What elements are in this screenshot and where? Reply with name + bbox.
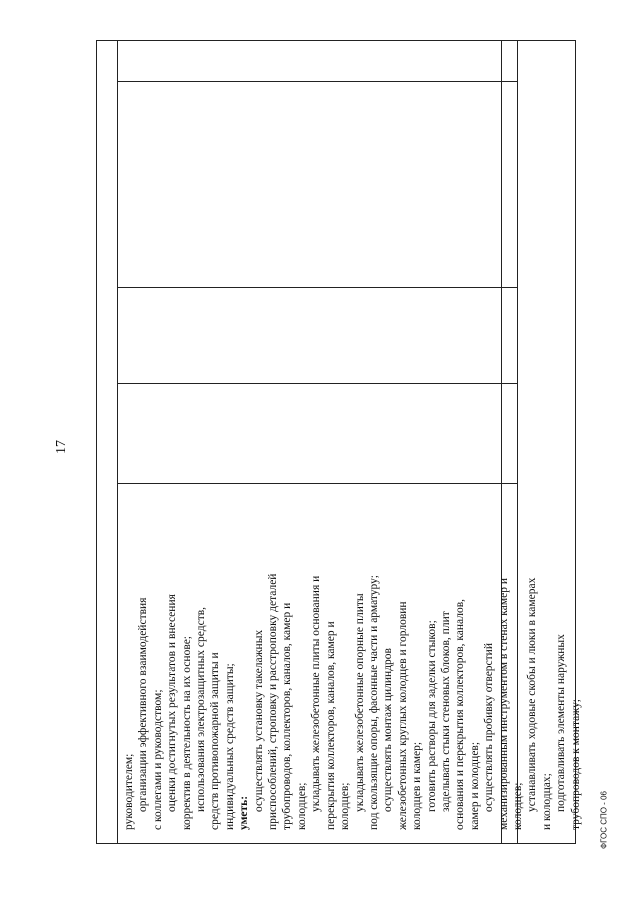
text-line: под скользящие опоры, фасонные части и арматуру; (367, 575, 380, 830)
text-line: и колодцах; (540, 773, 553, 830)
footer-code: ФГОС СПО - 06 (599, 791, 609, 849)
text-line: подготавливать элементы наружных (555, 634, 568, 812)
competency-text-cell (116, 40, 582, 844)
text-line: укладывать железобетонные плиты основания и (310, 575, 323, 812)
text-line: организации эффективного взаимодействия (137, 597, 150, 812)
text-line: с коллегами и руководством; (151, 689, 164, 830)
text-line: укладывать железобетонные опорные плиты (353, 593, 366, 812)
text-line: колодцев; (511, 782, 524, 830)
text-line: приспособлений, строповку и расстроповку деталей (267, 573, 280, 830)
text-line: камер и колодцев; (468, 741, 481, 830)
text-line: механизированным инструментом в стенах камер и (497, 578, 510, 830)
text-line: осуществлять пробивку отверстий (483, 643, 496, 812)
page-number: 17 (54, 440, 69, 454)
text-line: осуществлять установку такелажных (252, 629, 265, 812)
text-line: колодцев; (339, 782, 352, 830)
text-line: средств противопожарной защиты и (209, 652, 222, 830)
text-line: перекрытия коллекторов, каналов, камер и (324, 621, 337, 830)
text-line: трубопроводов к монтажу; (569, 699, 582, 830)
text-line: заделывать стыки стеновых блоков, плит (439, 611, 452, 812)
text-line: осуществлять монтаж цилиндров (382, 648, 395, 812)
text-line: трубопроводов, коллекторов, каналов, камер и (281, 602, 294, 830)
text-line: готовить растворы для заделки стыков; (425, 620, 438, 812)
text-line: устанавливать ходовые скобы и люки в камерах (526, 577, 539, 812)
text-line: индивидуальных средств защиты; (223, 663, 236, 830)
text-line: железобетонных круглых колодцев и горловин (396, 601, 409, 830)
text-line: колодцев и камер; (411, 741, 424, 830)
skills-heading: уметь: (238, 795, 251, 830)
text-line: оценки достигнутых результатов и внесения (166, 594, 179, 812)
text-line-heading (237, 48, 251, 830)
text-line: основания и перекрытия коллекторов, каналов, (454, 598, 467, 830)
text-line: использования электрозащитных средств, (195, 606, 208, 812)
text-line: руководителем; (123, 753, 135, 830)
text-line: корректив в деятельность на их основе; (180, 635, 193, 830)
text-line: колодцев; (295, 782, 308, 830)
